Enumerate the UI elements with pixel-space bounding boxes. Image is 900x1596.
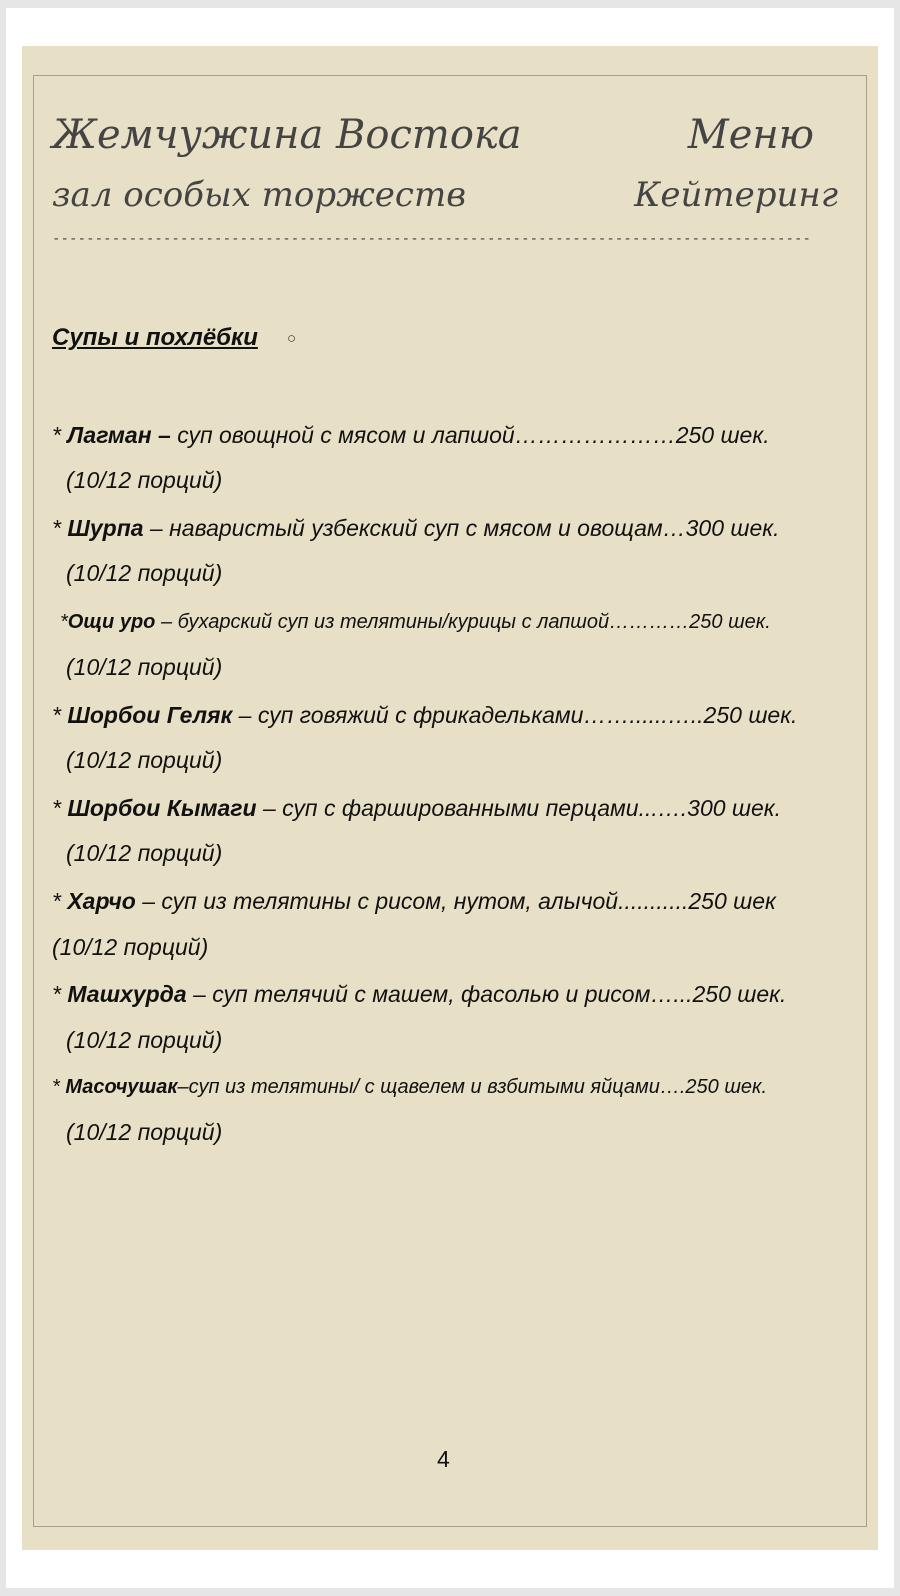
- item-portion: (10/12 порций): [66, 747, 223, 773]
- item-name: Шурпа: [67, 515, 144, 541]
- menu-item-line: [52, 704, 797, 727]
- item-description: –суп из телятины/ с щавелем и взбитыми яйцами….250 шек.: [177, 1076, 768, 1098]
- item-portion: (10/12 порций): [66, 467, 223, 493]
- restaurant-title: Жемчужина Востока: [52, 112, 522, 158]
- menu-item-line: [52, 983, 786, 1006]
- catering-label: Кейтеринг: [634, 175, 838, 215]
- item-portion: (10/12 порций): [66, 1027, 223, 1053]
- item-description: – суп с фаршированными перцами...….300 шек.: [256, 795, 782, 821]
- item-portion: (10/12 порций): [52, 934, 209, 960]
- menu-item-line: [52, 890, 776, 913]
- page-number: 4: [437, 1446, 450, 1472]
- circle-bullet-icon: ○: [287, 330, 297, 347]
- menu-item-line: [52, 424, 770, 447]
- item-name: Ощи уро: [67, 611, 156, 633]
- item-name: Машхурда: [67, 981, 187, 1007]
- item-prefix: *: [52, 702, 68, 728]
- item-description: – суп говяжий с фрикадельками……......…..250 шек.: [232, 702, 798, 728]
- menu-item-line: [52, 1077, 767, 1097]
- item-name: Масочушак: [65, 1076, 178, 1098]
- item-description: – наваристый узбекский суп с мясом и овощам…300 шек.: [143, 515, 780, 541]
- restaurant-subtitle: зал особых торжеств: [52, 175, 466, 215]
- menu-item-line: [60, 612, 771, 632]
- menu-item-line: [52, 797, 781, 820]
- item-prefix: *: [52, 981, 68, 1007]
- item-description: – бухарский суп из телятины/курицы с лапшой…………250 шек.: [155, 611, 771, 633]
- item-prefix: *: [52, 515, 68, 541]
- item-prefix: *: [52, 1076, 66, 1098]
- item-prefix: *: [52, 888, 68, 914]
- item-portion: (10/12 порций): [66, 654, 223, 680]
- item-portion: (10/12 порций): [66, 840, 223, 866]
- item-portion: (10/12 порций): [66, 560, 223, 586]
- item-name: Лагман –: [67, 422, 171, 448]
- menu-label: Меню: [687, 112, 814, 158]
- item-portion: (10/12 порций): [66, 1119, 223, 1145]
- item-name: Шорбои Кымаги: [67, 795, 257, 821]
- header-divider: -----------------------------------------------------------------------------------------: [52, 232, 812, 246]
- item-description: – суп телячий с машем, фасолью и рисом…...250 шек.: [186, 981, 787, 1007]
- item-prefix: *: [52, 795, 68, 821]
- section-heading: Супы и похлёбки: [52, 324, 258, 351]
- item-prefix: *: [60, 611, 68, 633]
- item-name: Харчо: [67, 888, 136, 914]
- menu-item-line: [52, 517, 780, 540]
- item-prefix: *: [52, 422, 68, 448]
- item-description: – суп из телятины с рисом, нутом, алычой...........250 шек: [135, 888, 776, 914]
- item-description: суп овощной с мясом и лапшой…………………250 шек.: [170, 422, 770, 448]
- item-name: Шорбои Геляк: [67, 702, 233, 728]
